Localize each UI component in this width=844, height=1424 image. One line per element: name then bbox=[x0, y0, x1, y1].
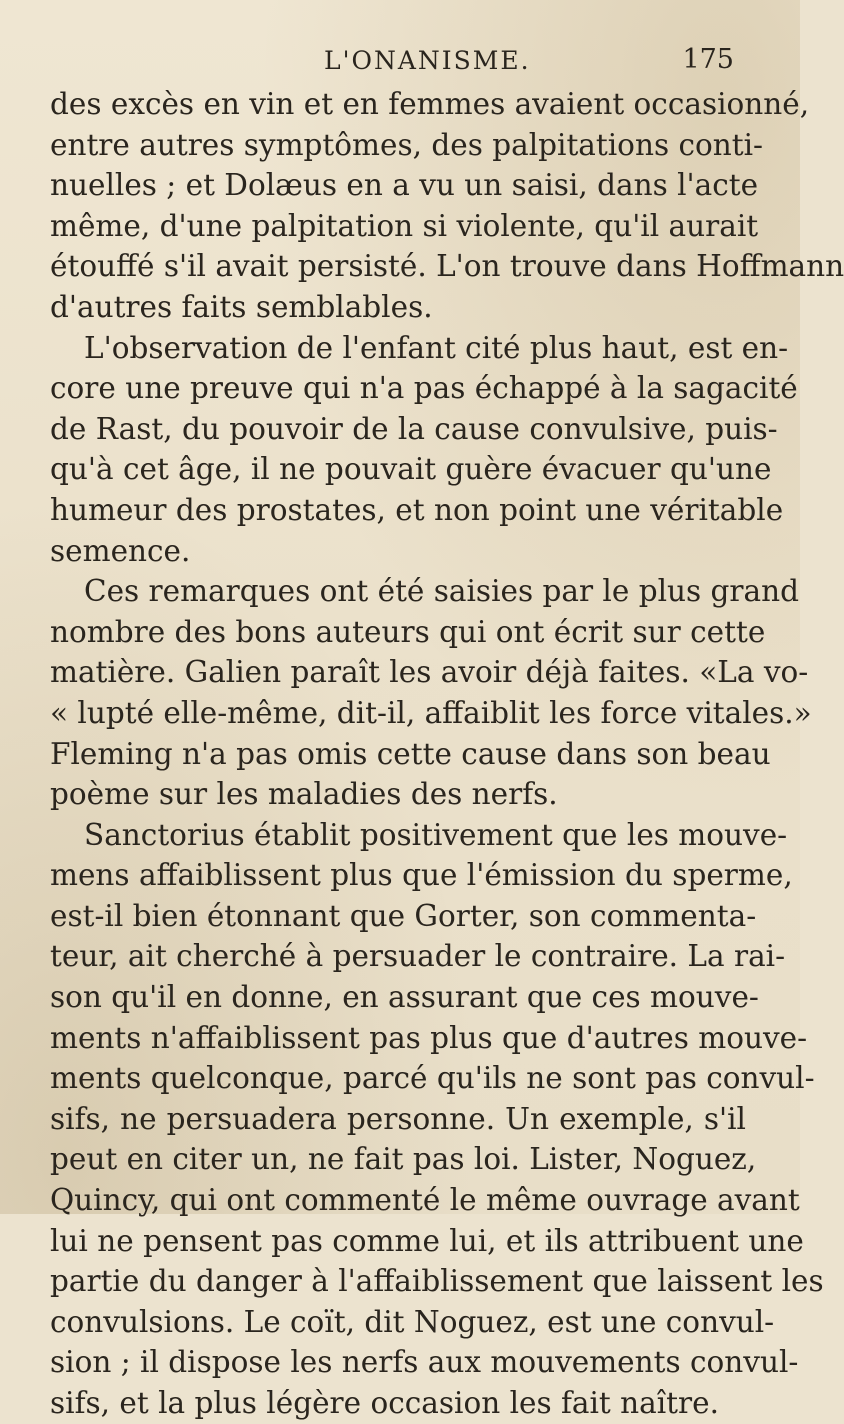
text-line: de Rast, du pouvoir de la cause convulsive, puis- bbox=[50, 411, 778, 446]
text-line: teur, ait cherché à persuader le contraire. La rai- bbox=[50, 939, 786, 974]
text-line: même, d'une palpitation si violente, qu'il aurait bbox=[50, 208, 759, 243]
text-line: Fleming n'a pas omis cette cause dans son beau bbox=[50, 736, 771, 771]
text-line: entre autres symptômes, des palpitations conti- bbox=[50, 127, 763, 162]
text-line: nuelles ; et Dolæus en a vu un saisi, dans l'acte bbox=[50, 168, 759, 203]
text-line: lui ne pensent pas comme lui, et ils attribuent une bbox=[50, 1223, 804, 1258]
page-number: 175 bbox=[682, 44, 734, 75]
text-line: « lupté elle-même, dit-il, affaiblit les force vitales.» bbox=[50, 695, 812, 730]
text-line: des excès en vin et en femmes avaient occasionné, bbox=[50, 87, 810, 121]
text-line: L'observation de l'enfant cité plus haut, est en- bbox=[84, 330, 789, 365]
text-line: Quincy, qui ont commenté le même ouvrage avant bbox=[50, 1183, 800, 1218]
text-line: mens affaiblissent plus que l'émission du sperme, bbox=[50, 858, 793, 893]
text-line: sifs, ne persuadera personne. Un exemple, s'il bbox=[50, 1101, 746, 1136]
running-title: L'ONANISME. bbox=[324, 46, 531, 75]
text-line: core une preuve qui n'a pas échappé à la sagacité bbox=[50, 371, 798, 406]
text-line: nombre des bons auteurs qui ont écrit sur cette bbox=[50, 614, 766, 649]
text-line: étouffé s'il avait persisté. L'on trouve dans Hoffmann bbox=[50, 249, 844, 284]
page-header bbox=[56, 44, 756, 84]
text-line: peut en citer un, ne fait pas loi. Lister, Noguez, bbox=[50, 1142, 757, 1177]
text-line: sifs, et la plus légère occasion les fait naître. bbox=[50, 1386, 719, 1420]
text-line: partie du danger à l'affaiblissement que laissent les bbox=[50, 1264, 824, 1299]
text-line: Ces remarques ont été saisies par le plus grand bbox=[84, 574, 799, 609]
text-line: semence. bbox=[50, 533, 191, 568]
text-line: matière. Galien paraît les avoir déjà faites. «La vo- bbox=[50, 655, 809, 690]
text-line: Sanctorius établit positivement que les mouve- bbox=[84, 817, 788, 852]
text-line: qu'à cet âge, il ne pouvait guère évacuer qu'une bbox=[50, 452, 772, 487]
text-line: ments n'affaiblissent pas plus que d'autres mouve- bbox=[50, 1020, 808, 1055]
text-line: sion ; il dispose les nerfs aux mouvements convul- bbox=[50, 1345, 799, 1380]
text-line: est-il bien étonnant que Gorter, son commenta- bbox=[50, 898, 757, 933]
text-line: son qu'il en donne, en assurant que ces mouve- bbox=[50, 980, 759, 1015]
text-line: humeur des prostates, et non point une véritable bbox=[50, 492, 784, 527]
body-text bbox=[50, 84, 844, 1424]
text-line: convulsions. Le coït, dit Noguez, est une convul- bbox=[50, 1304, 775, 1339]
text-line: ments quelconque, parcé qu'ils ne sont pas convul- bbox=[50, 1061, 815, 1096]
text-line: poème sur les maladies des nerfs. bbox=[50, 777, 558, 812]
text-line: d'autres faits semblables. bbox=[50, 289, 433, 324]
